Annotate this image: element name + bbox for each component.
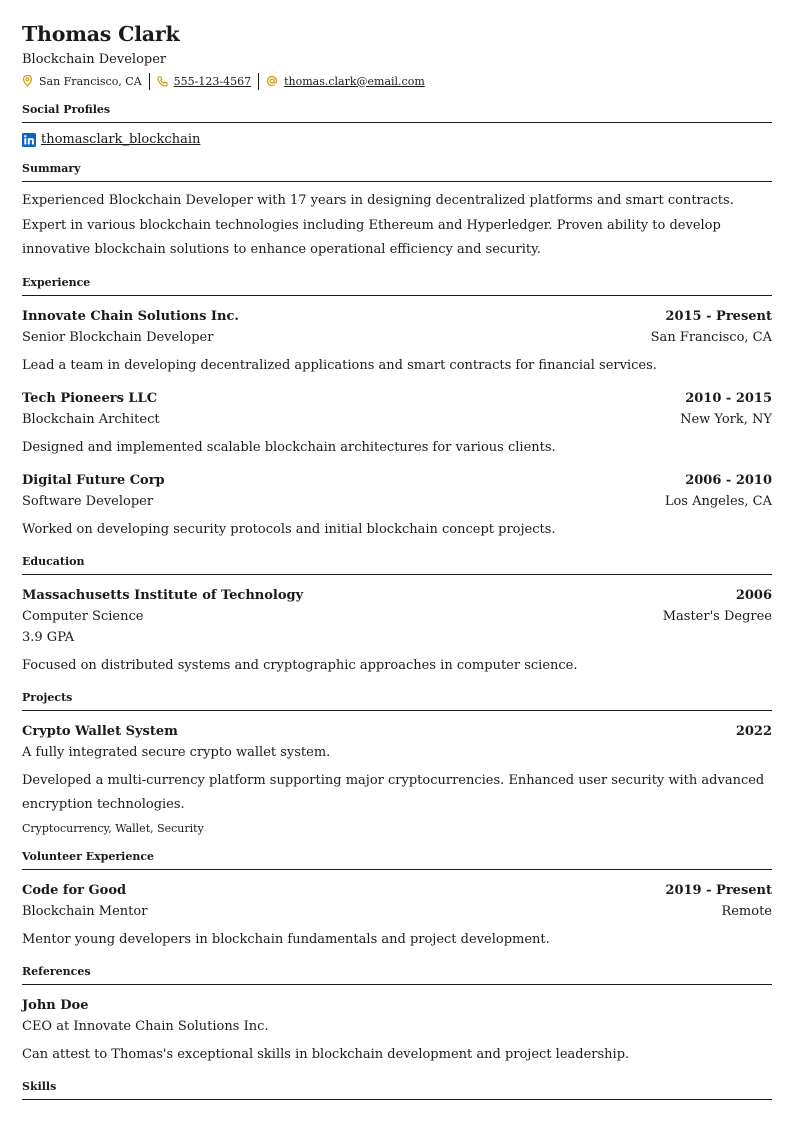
person-name: Thomas Clark <box>22 22 180 46</box>
section-title-volunteer: Volunteer Experience <box>22 850 772 870</box>
experience-company: Tech Pioneers LLC <box>22 390 158 406</box>
section-title-summary: Summary <box>22 162 772 182</box>
person-headline: Blockchain Developer <box>22 52 167 67</box>
section-title-profiles: Social Profiles <box>22 103 772 123</box>
experience-date: 2006 - 2010 <box>685 472 772 488</box>
map-pin-icon <box>22 75 33 87</box>
contact-separator <box>149 73 150 90</box>
phone-icon <box>157 76 168 87</box>
volunteer-position: Blockchain Mentor <box>22 903 148 919</box>
education-degree: Master's Degree <box>662 608 772 624</box>
profile-item <box>22 131 772 149</box>
experience-position: Software Developer <box>22 493 154 509</box>
project-keywords: Cryptocurrency, Wallet, Security <box>22 821 204 835</box>
contact-phone <box>157 75 251 88</box>
contact-row <box>22 72 772 90</box>
experience-company: Innovate Chain Solutions Inc. <box>22 308 239 324</box>
project-name: Crypto Wallet System <box>22 723 178 739</box>
contact-location <box>22 75 142 88</box>
phone-link[interactable]: 555-123-4567 <box>173 74 252 88</box>
reference-name: John Doe <box>22 997 89 1013</box>
section-title-education: Education <box>22 555 772 575</box>
education-summary: Focused on distributed systems and cryptographic approaches in computer science. <box>22 657 578 673</box>
linkedin-icon <box>22 133 36 147</box>
summary-text: Experienced Blockchain Developer with 17 years in designing decentralized platforms and smart contracts. Expert in various blockchain technologies including Ethereum and Hyperledger. Proven ability to develop innovative blockchain solutions to enhance operational efficiency and security. <box>22 193 734 257</box>
at-sign-icon <box>266 75 278 87</box>
experience-location: New York, NY <box>680 411 772 427</box>
education-area: Computer Science <box>22 608 144 624</box>
education-date: 2006 <box>735 587 772 603</box>
project-description: A fully integrated secure crypto wallet system. <box>22 744 331 760</box>
section-title-experience: Experience <box>22 276 772 296</box>
experience-location: Los Angeles, CA <box>664 493 772 509</box>
project-date: 2022 <box>735 723 772 739</box>
project-summary: Developed a multi-currency platform supporting major cryptocurrencies. Enhanced user security with advanced encryption technologies. <box>22 772 765 812</box>
experience-company: Digital Future Corp <box>22 472 165 488</box>
volunteer-item <box>22 880 772 952</box>
experience-position: Blockchain Architect <box>22 411 160 427</box>
experience-item <box>22 388 772 460</box>
volunteer-summary: Mentor young developers in blockchain fundamentals and project development. <box>22 931 550 947</box>
volunteer-organization: Code for Good <box>22 882 127 898</box>
volunteer-location: Remote <box>721 903 772 919</box>
section-title-references: References <box>22 965 772 985</box>
experience-summary: Lead a team in developing decentralized applications and smart contracts for financial services. <box>22 357 657 373</box>
project-item <box>22 721 772 837</box>
experience-summary: Designed and implemented scalable blockchain architectures for various clients. <box>22 439 556 455</box>
email-link[interactable]: thomas.clark@email.com <box>284 74 425 88</box>
experience-location: San Francisco, CA <box>650 329 772 345</box>
contact-email <box>266 75 425 88</box>
experience-date: 2015 - Present <box>665 308 772 324</box>
reference-summary: Can attest to Thomas's exceptional skills in blockchain development and project leadership. <box>22 1046 630 1062</box>
education-score: 3.9 GPA <box>22 629 75 645</box>
section-title-projects: Projects <box>22 691 772 711</box>
contact-separator <box>258 73 259 90</box>
experience-item <box>22 470 772 542</box>
experience-summary: Worked on developing security protocols and initial blockchain concept projects. <box>22 521 556 537</box>
experience-position: Senior Blockchain Developer <box>22 329 214 345</box>
reference-description: CEO at Innovate Chain Solutions Inc. <box>22 1018 269 1034</box>
experience-date: 2010 - 2015 <box>685 390 772 406</box>
education-item <box>22 585 772 678</box>
section-title-skills: Skills <box>22 1080 772 1100</box>
education-institution: Massachusetts Institute of Technology <box>22 587 304 603</box>
location-text: San Francisco, CA <box>39 74 142 88</box>
volunteer-date: 2019 - Present <box>665 882 772 898</box>
reference-item <box>22 995 772 1067</box>
experience-item <box>22 306 772 378</box>
linkedin-profile-link[interactable]: thomasclark_blockchain <box>41 132 201 147</box>
